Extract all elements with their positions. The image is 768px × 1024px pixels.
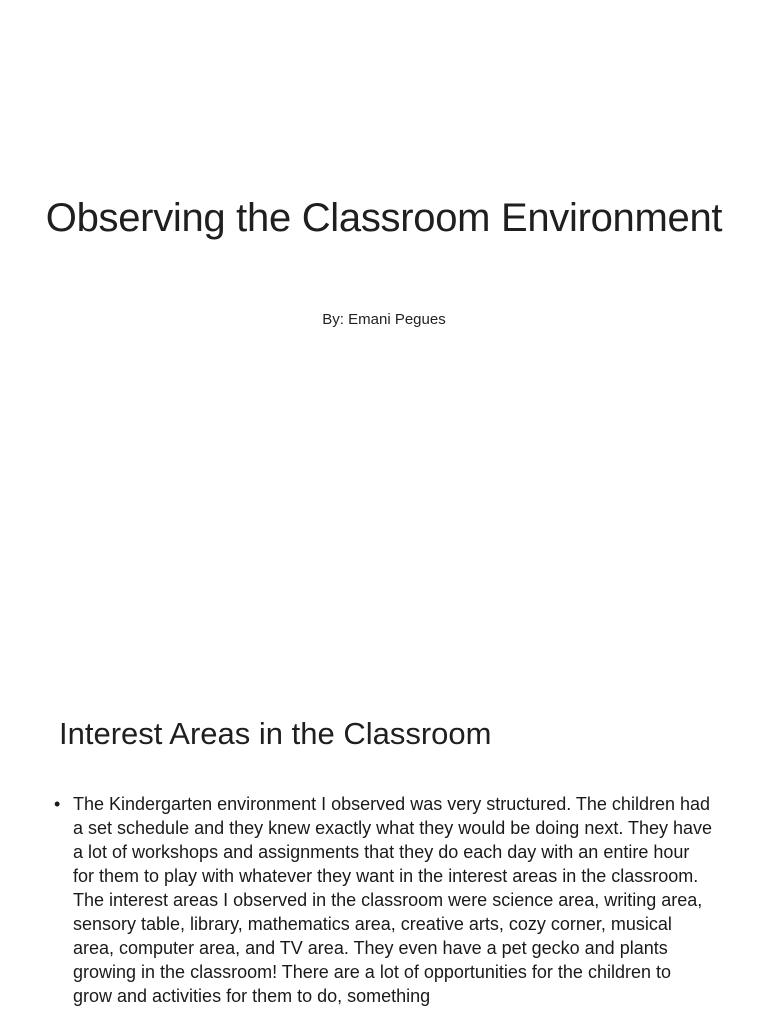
- bullet-list: [54, 792, 714, 1008]
- presentation-author: By: Emani Pegues: [322, 311, 446, 328]
- bullet-item: [54, 792, 714, 1008]
- slide-heading: Interest Areas in the Classroom: [59, 716, 492, 751]
- bullet-text: The Kindergarten environment I observed was very structured. The children had a set schedule and they knew exactly what they would be doing next. They have a lot of workshops and assignments that they do each day with an entire hour for them to play with whatever they want in the interest areas in the classroom. The interest areas I observed in the classroom were science area, writing area, sensory table, library, mathematics area, creative arts, cozy corner, musical area, computer area, and TV area. They even have a pet gecko and plants growing in the classroom! There are a lot of opportunities for the children to grow and activities for them to do, something: [73, 794, 713, 1006]
- content-slide: [0, 576, 768, 1024]
- bullet-dot-icon: •: [54, 794, 61, 814]
- presentation-title: Observing the Classroom Environment: [45, 196, 723, 240]
